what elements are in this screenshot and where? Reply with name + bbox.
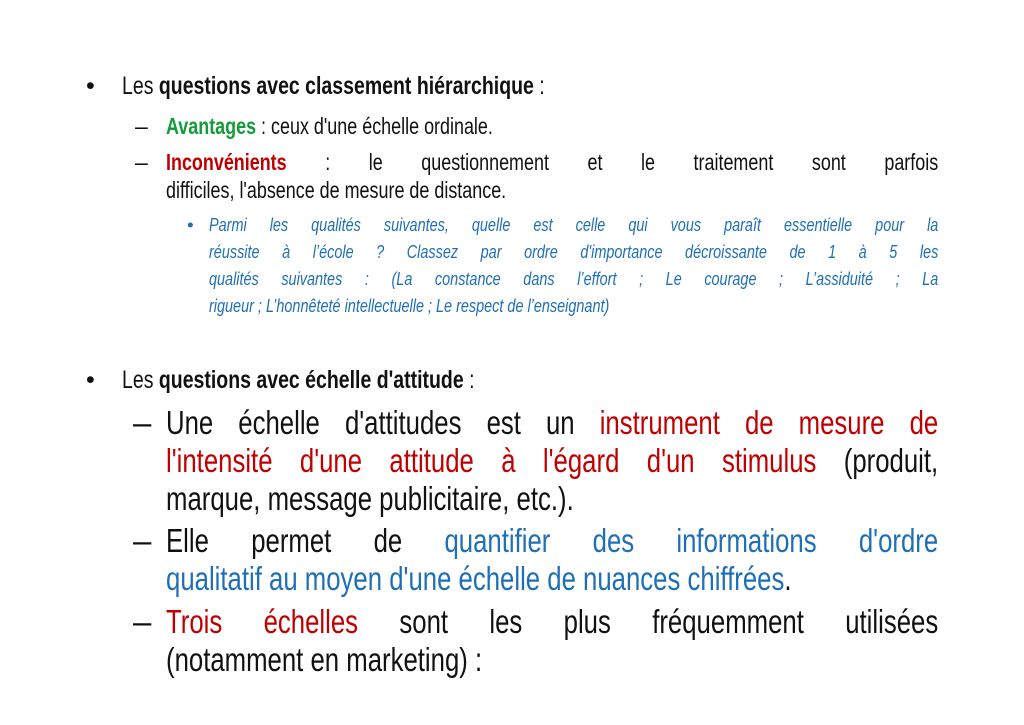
item1-pre: Une échelle d'attitudes est un — [166, 404, 600, 441]
inconvenients-line2: difficiles, l'absence de mesure de distance. — [166, 177, 507, 203]
section1-heading — [122, 72, 664, 101]
item2-highlight1: quantifier des informations d'ordre — [444, 522, 939, 559]
section1-prefix: Les — [122, 72, 159, 100]
item2-pre: Elle permet de — [166, 522, 445, 559]
item3-line1 — [166, 603, 938, 641]
section1-title: questions avec classement hiérarchique — [158, 72, 534, 100]
inconvenients-line1-text: : le questionnement et le traitement sont parfois — [286, 149, 939, 175]
item1-line1 — [166, 404, 938, 442]
item2-line2 — [166, 560, 968, 598]
dash-marker: – — [135, 149, 148, 175]
item1-line2 — [166, 442, 938, 480]
avantages-label: Avantages — [166, 113, 257, 139]
dash-marker: – — [133, 603, 152, 640]
example-line2: réussite à l’école ? Classez par ordre d'importance décroissante de 1 à 5 les — [209, 241, 939, 262]
item3-line2: (notamment en marketing) : — [166, 641, 483, 678]
example-line4: rigueur ; L’honnêteté intellectuelle ; Le respect de l’enseignant) — [209, 295, 610, 316]
section2-title: questions avec échelle d'attitude — [158, 366, 464, 394]
bullet-marker: • — [86, 72, 95, 100]
example-line1: Parmi les qualités suivantes, quelle est celle qui vous paraît essentielle pour la — [209, 214, 939, 235]
inconvenients-line1 — [166, 149, 938, 176]
item3-post: sont les plus fréquemment utilisées — [358, 603, 939, 640]
example-line3: qualités suivantes : (La constance dans l’effort ; Le courage ; L’assiduité ; La — [209, 268, 939, 289]
section2-prefix: Les — [122, 366, 159, 394]
section2-suffix: : — [463, 366, 475, 394]
item1-post: (produit, — [816, 442, 939, 479]
item1-line3: marque, message publicitaire, etc.). — [166, 480, 574, 517]
section2-heading — [122, 366, 574, 395]
item2-highlight2: qualitatif au moyen d'une échelle de nuances chiffrées — [166, 560, 785, 597]
item2-line1 — [166, 522, 938, 560]
bullet-marker: • — [86, 366, 95, 394]
item1-highlight1: instrument de mesure de — [599, 404, 939, 441]
item3-highlight: Trois échelles — [166, 603, 359, 640]
item1-highlight2: l'intensité d'une attitude à l'égard d'un stimulus — [166, 442, 817, 479]
inconvenients-label: Inconvénients — [166, 149, 287, 175]
dash-marker: – — [133, 522, 152, 559]
section1-suffix: : — [533, 72, 545, 100]
avantages-line — [166, 113, 585, 140]
sub-bullet-marker: • — [187, 214, 194, 235]
dash-marker: – — [135, 113, 148, 139]
item2-post: . — [784, 560, 792, 597]
dash-marker: – — [133, 404, 152, 441]
avantages-text: : ceux d'une échelle ordinale. — [256, 113, 493, 139]
